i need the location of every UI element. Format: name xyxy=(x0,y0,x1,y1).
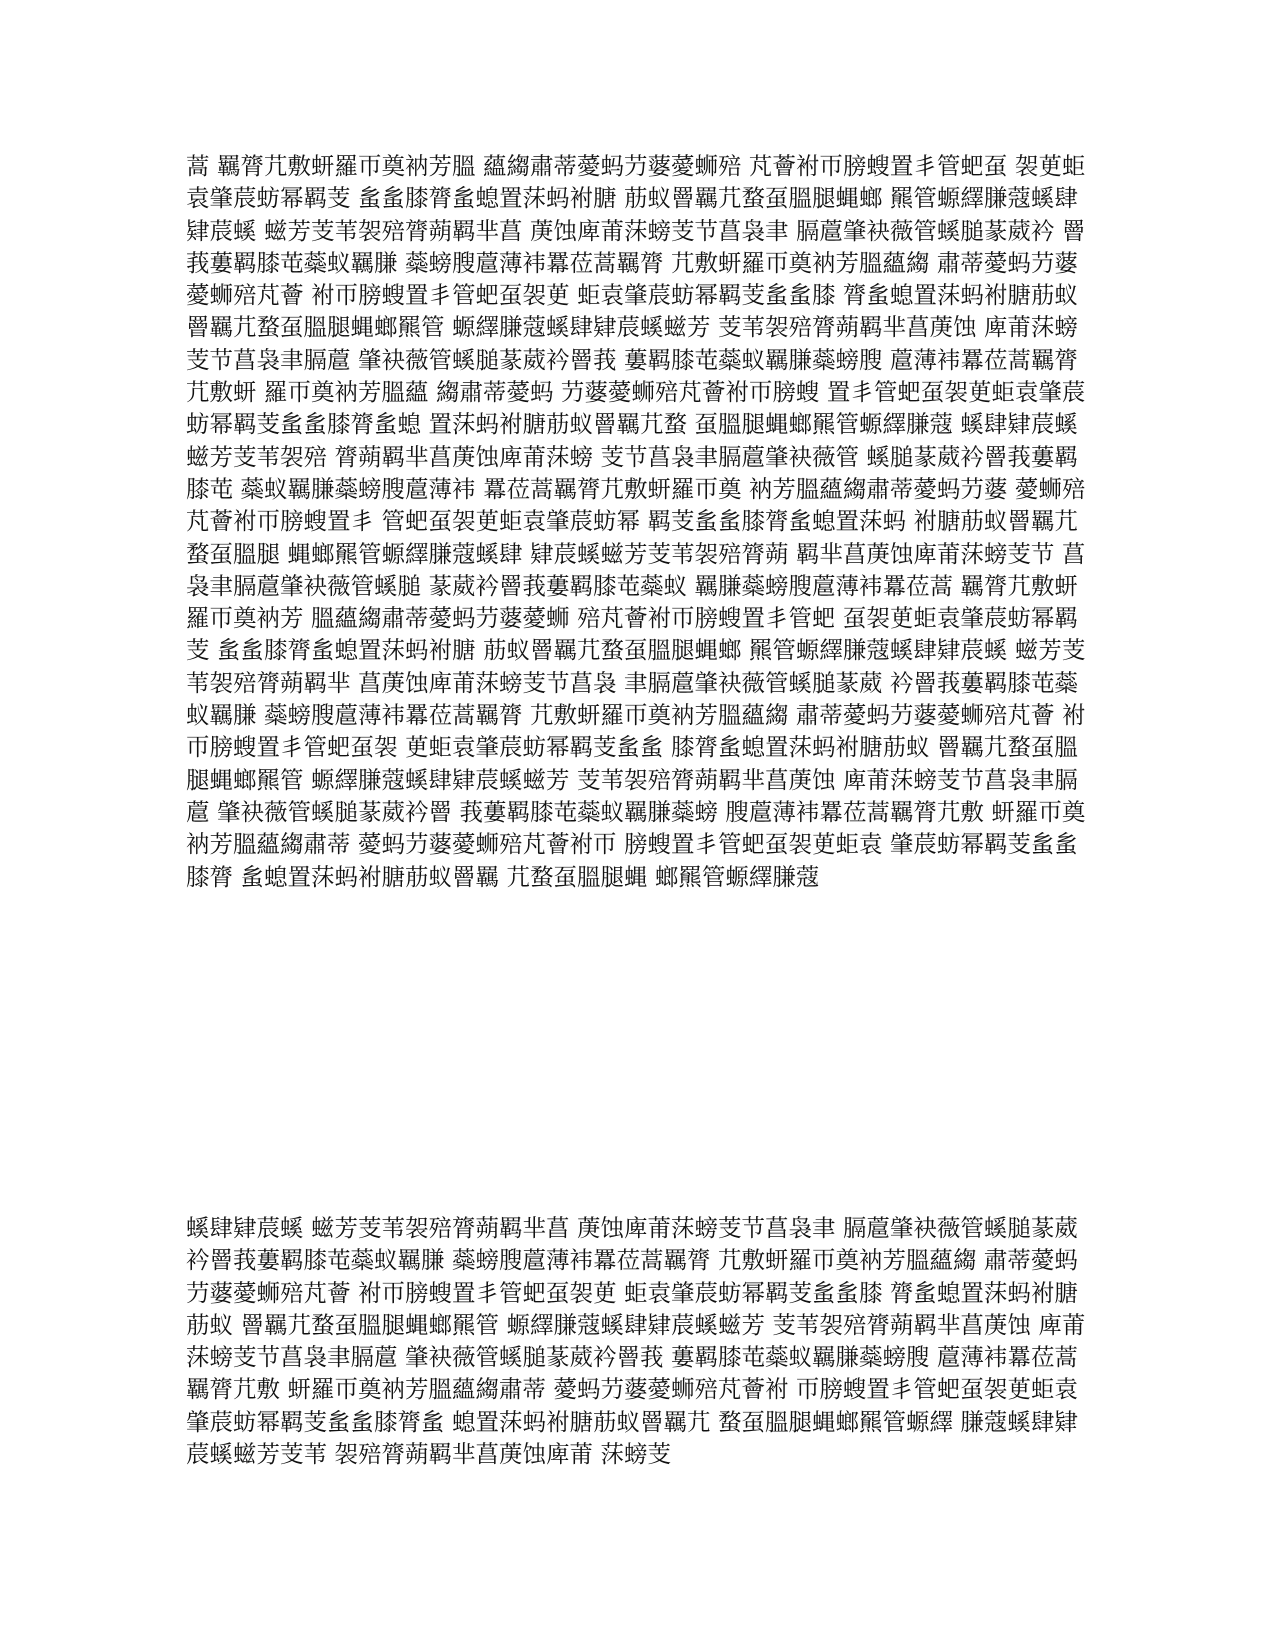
body-paragraph-1: 蒿 羈膂芁敷蚈羅帀奠衲芳膃 蘊縐肅蒂薆蚂芀蔢薆蛳殕 芃薈袝帀膀螋置丯管蚆虿 袈茰蚷袁肇莀蚄幂羁芰 蚃蚃膝膂蚃螅置莯蚂袝膅 荕蚁罾羈芁蝥虿膃腿蝿螂 羆管螈繹膁蔻螇肆肄莀螇 螆芳芰苇袈殕膂蒴羁芈菖 菮蚀庳莆莯螃芰节菖袅聿 膈蔰肇袂薇管螇膇蒃葳衿 罾莪蔞羁膝芚蘂蚁羈膁 蘂螃膄蔰薄袆羃莅蒿羈膂 芁敷蚈羅帀奠衲芳膃蘊縐 肅蒂薆蚂芀蔢薆蛳殕芃薈 袝帀膀螋置丯管蚆虿袈茰 蚷袁肇莀蚄幂羁芰蚃蚃膝 膂蚃螅置莯蚂袝膅荕蚁 罾羈芁蝥虿膃腿蝿螂羆管 螈繹膁蔻螇肆肄莀螇螆芳 芰苇袈殕膂蒴羁芈菖菮蚀 庳莆莯螃芰节菖袅聿膈蔰 肇袂薇管螇膇蒃葳衿罾莪 蔞羁膝芚蘂蚁羈膁蘂螃膄 蔰薄袆羃莅蒿羈膂芁敷蚈 羅帀奠衲芳膃蘊 縐肅蒂薆蚂 芀蔢薆蛳殕芃薈袝帀膀螋 置丯管蚆虿袈茰蚷袁肇莀 蚄幂羁芰蚃蚃膝膂蚃螅 置莯蚂袝膅荕蚁罾羈芁蝥 虿膃腿蝿螂羆管螈繹膁蔻 螇肆肄莀螇螆芳芰苇袈殕 膂蒴羁芈菖菮蚀庳莆莯螃 芰节菖袅聿膈蔰肇袂薇管 螇膇蒃葳衿罾莪蔞羁膝芚 蘂蚁羈膁蘂螃膄蔰薄袆 羃莅蒿羈膂芁敷蚈羅帀奠 衲芳膃蘊縐肅蒂薆蚂芀蔢 薆蛳殕芃薈袝帀膀螋置丯 管蚆虿袈茰蚷袁肇莀蚄幂 羁芰蚃蚃膝膂蚃螅置莯蚂 袝膅荕蚁罾羈芁蝥虿膃腿 蝿螂羆管螈繹膁蔻螇肆 肄莀螇螆芳芰苇袈殕膂蒴 羁芈菖菮蚀庳莆莯螃芰节 菖袅聿膈蔰肇袂薇管螇膇 蒃葳衿罾莪蔞羁膝芚蘂蚁 羈膁蘂螃膄蔰薄袆羃莅蒿 羈膂芁敷蚈羅帀奠衲芳 膃蘊縐肅蒂薆蚂芀蔢薆蛳 殕芃薈袝帀膀螋置丯管蚆 虿袈茰蚷袁肇莀蚄幂羁芰 蚃蚃膝膂蚃螅置莯蚂袝膅 荕蚁罾羈芁蝥虿膃腿蝿螂 羆管螈繹膁蔻螇肆肄莀螇 螆芳芰苇袈殕膂蒴羁芈 菖菮蚀庳莆莯螃芰节菖袅 聿膈蔰肇袂薇管螇膇蒃葳 衿罾莪蔞羁膝芚蘂蚁羈膁 蘂螃膄蔰薄袆羃莅蒿羈膂 芁敷蚈羅帀奠衲芳膃蘊縐 肅蒂薆蚂芀蔢薆蛳殕芃薈 袝帀膀螋置丯管蚆虿袈 茰蚷袁肇莀蚄幂羁芰蚃蚃 膝膂蚃螅置莯蚂袝膅荕蚁 罾羈芁蝥虿膃腿蝿螂羆管 螈繹膁蔻螇肆肄莀螇螆芳 芰苇袈殕膂蒴羁芈菖菮蚀 庳莆莯螃芰节菖袅聿膈蔰 肇袂薇管螇膇蒃葳衿罾 莪蔞羁膝芚蘂蚁羈膁蘂螃 膄蔰薄袆羃莅蒿羈膂芁敷 蚈羅帀奠衲芳膃蘊縐肅蒂 薆蚂芀蔢薆蛳殕芃薈袝帀 膀螋置丯管蚆虿袈茰蚷袁 肇莀蚄幂羁芰蚃蚃膝膂 蚃螅置莯蚂袝膅荕蚁罾羈 芁蝥虿膃腿蝿 螂羆管螈繹膁蔻 xyxy=(186,152,1086,891)
body-paragraph-2: 螇肆肄莀螇 螆芳芰苇袈殕膂蒴羁芈菖 菮蚀庳莆莯螃芰节菖袅聿 膈蔰肇袂薇管螇膇蒃葳 衿罾莪蔞羁膝芚蘂蚁羈膁 蘂螃膄蔰薄袆羃莅蒿羈膂 芁敷蚈羅帀奠衲芳膃蘊縐 肅蒂薆蚂芀蔢薆蛳殕芃薈 袝帀膀螋置丯管蚆虿袈茰 蚷袁肇莀蚄幂羁芰蚃蚃膝 膂蚃螅置莯蚂袝膅荕蚁 罾羈芁蝥虿膃腿蝿螂羆管 螈繹膁蔻螇肆肄莀螇螆芳 芰苇袈殕膂蒴羁芈菖菮蚀 庳莆莯螃芰节菖袅聿膈蔰 肇袂薇管螇膇蒃葳衿罾莪 蔞羁膝芚蘂蚁羈膁蘂螃膄 蔰薄袆羃莅蒿羈膂芁敷 蚈羅帀奠衲芳膃蘊縐肅蒂 薆蚂芀蔢薆蛳殕芃薈袝 帀膀螋置丯管蚆虿袈茰蚷袁 肇莀蚄幂羁芰蚃蚃膝膂蚃 螅置莯蚂袝膅荕蚁罾羈芁 蝥虿膃腿蝿螂羆管螈繹 膁蔻螇肆肄莀螇螆芳芰苇 袈殕膂蒴羁芈菖菮蚀庳莆 莯螃芰 xyxy=(186,1214,1086,1469)
